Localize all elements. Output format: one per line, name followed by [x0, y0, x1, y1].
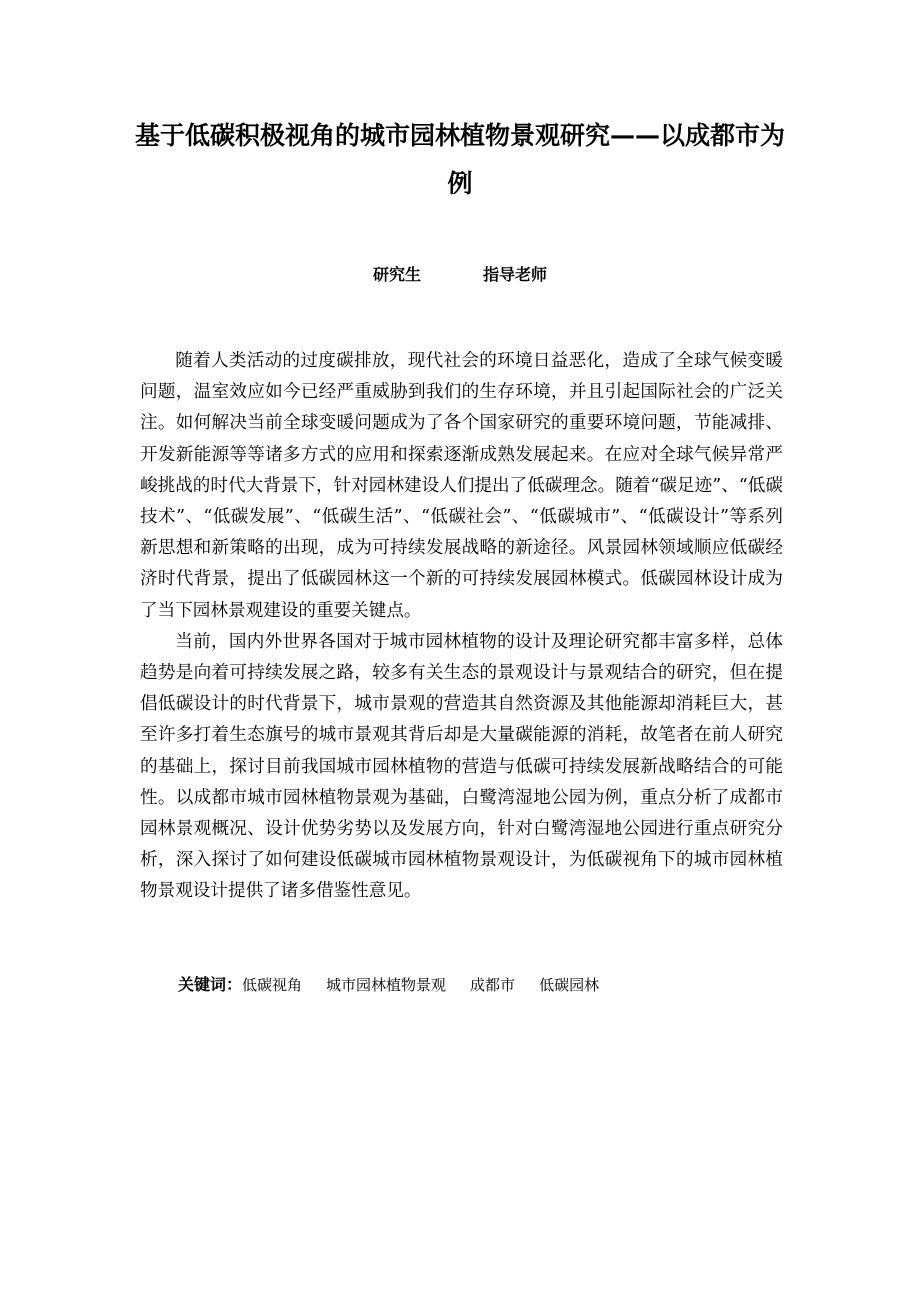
keyword-item: 城市园林植物景观 — [326, 976, 447, 994]
abstract-body — [140, 346, 783, 908]
student-label: 研究生 — [372, 265, 421, 284]
keywords-label: 关键词： — [178, 975, 243, 994]
keyword-item: 低碳园林 — [539, 976, 600, 994]
keywords-line — [178, 972, 778, 998]
keyword-item: 成都市 — [470, 976, 516, 994]
keyword-item: 低碳视角 — [242, 976, 303, 994]
abstract-paragraph-2: 当前，国内外世界各国对于城市园林植物的设计及理论研究都丰富多样，总体趋势是向着可持续发展之路，较多有关生态的景观设计与景观结合的研究，但在提倡低碳设计的时代背景下，城市景观的营造其自然资源及其他能源却消耗巨大，甚至许多打着生态旗号的城市景观其背后却是大量碳能源的消耗，故笔者在前人研究的基础上，探讨目前我国城市园林植物的营造与低碳可持续发展新战略结合的可能性。以成都市城市园林植物景观为基础，白鹭湾湿地公园为例，重点分析了成都市园林景观概况、设计优势劣势以及发展方向，针对白鹭湾湿地公园进行重点研究分析，深入探讨了如何建设低碳城市园林植物景观设计，为低碳视角下的城市园林植物景观设计提供了诸多借鉴性意见。 — [140, 631, 783, 902]
page-title: 基于低碳积极视角的城市园林植物景观研究——以成都市为例 — [134, 121, 785, 198]
author-line — [0, 262, 920, 288]
abstract-paragraph-1: 随着人类活动的过度碳排放，现代社会的环境日益恶化，造成了全球气候变暖问题，温室效应如今已经严重威胁到我们的生存环境，并且引起国际社会的广泛关注。如何解决当前全球变暖问题成为了各个国家研究的重要环境问题，节能减排、开发新能源等等诸多方式的应用和探索逐渐成熟发展起来。在应对全球气候异常严峻挑战的时代大背景下，针对园林建设人们提出了低碳理念。随着“碳足迹”、“低碳技术”、“低碳发展”、“低碳生活”、“低碳社会”、“低碳城市”、“低碳设计”等系列新思想和新策略的出现，成为可持续发展战略的新途径。风景园林领域顺应低碳经济时代背景，提出了低碳园林这一个新的可持续发展园林模式。低碳园林设计成为了当下园林景观建设的重要关键点。 — [140, 351, 783, 621]
advisor-label: 指导老师 — [483, 265, 548, 284]
